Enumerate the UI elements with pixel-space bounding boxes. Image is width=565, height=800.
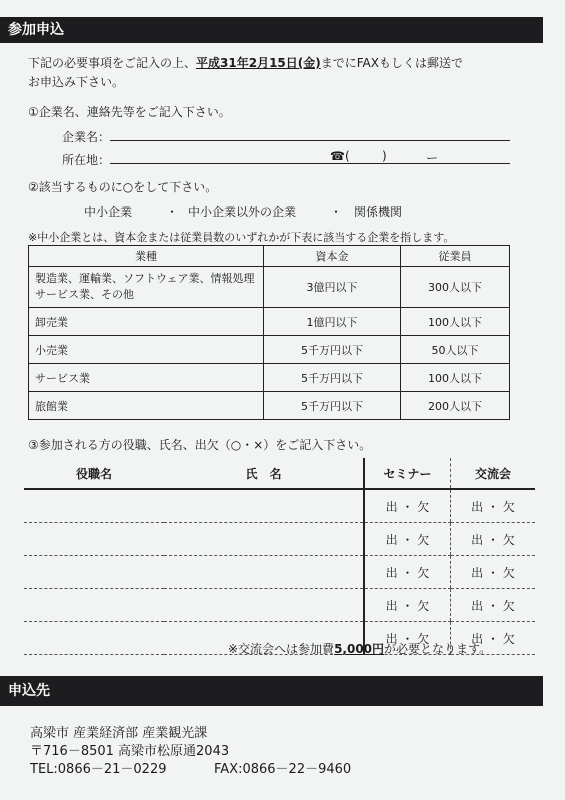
employees-cell: 200人以下 — [401, 392, 510, 420]
position-field[interactable] — [24, 622, 164, 655]
table-row — [29, 336, 510, 364]
seminar-attendance[interactable]: 出 ・ 欠 — [364, 489, 451, 523]
table-row — [29, 267, 510, 308]
intro-line-1 — [28, 54, 463, 71]
section-title-contact: 申込先 — [0, 676, 543, 706]
industry-cell: 卸売業 — [29, 308, 264, 336]
header-capital: 資本金 — [264, 246, 401, 267]
phone-close: ) — [382, 149, 387, 163]
company-name-field[interactable] — [110, 140, 510, 141]
phone-dash: ー — [426, 151, 439, 165]
sme-criteria-table — [28, 245, 510, 420]
participant-row — [24, 523, 535, 556]
employees-cell: 100人以下 — [401, 308, 510, 336]
phone-open: ☎( — [330, 149, 350, 163]
capital-cell: 5千万円以下 — [264, 364, 401, 392]
q3-heading: ③参加される方の役職、氏名、出欠（○・×）をご記入下さい。 — [28, 438, 372, 452]
header-name: 氏 名 — [164, 458, 364, 489]
industry-line: サービス業、その他 — [35, 288, 134, 301]
capital-cell: 5千万円以下 — [264, 392, 401, 420]
networking-attendance[interactable]: 出 ・ 欠 — [451, 622, 536, 655]
participant-table — [24, 458, 535, 655]
participant-row — [24, 589, 535, 622]
header-industry: 業種 — [29, 246, 264, 267]
capital-cell: 5千万円以下 — [264, 336, 401, 364]
q2-separator: ・ — [166, 205, 179, 219]
intro-pre: 下記の必要事項をご記入の上、 — [28, 56, 197, 70]
address-field[interactable] — [110, 163, 510, 164]
capital-cell: 1億円以下 — [264, 308, 401, 336]
employees-cell: 300人以下 — [401, 267, 510, 308]
networking-attendance[interactable]: 出 ・ 欠 — [451, 556, 536, 589]
position-field[interactable] — [24, 489, 164, 523]
seminar-attendance[interactable]: 出 ・ 欠 — [364, 523, 451, 556]
header-employees: 従業員 — [401, 246, 510, 267]
company-name-label: 企業名： — [62, 130, 111, 144]
q2-option-sme[interactable]: 中小企業 — [84, 205, 133, 219]
position-field[interactable] — [24, 589, 164, 622]
header-seminar: セミナー — [364, 458, 451, 489]
contact-tel: TEL:0866－21－0229 — [30, 762, 167, 777]
seminar-attendance[interactable]: 出 ・ 欠 — [364, 622, 451, 655]
position-field[interactable] — [24, 556, 164, 589]
seminar-attendance[interactable]: 出 ・ 欠 — [364, 556, 451, 589]
intro-line-2: お申込み下さい。 — [28, 75, 125, 89]
name-field[interactable] — [164, 489, 364, 523]
seminar-attendance[interactable]: 出 ・ 欠 — [364, 589, 451, 622]
q1-heading: ①企業名、連絡先等をご記入下さい。 — [28, 105, 231, 119]
table-header-row — [29, 246, 510, 267]
address-label: 所在地： — [62, 153, 111, 167]
networking-attendance[interactable]: 出 ・ 欠 — [451, 489, 536, 523]
header-position: 役職名 — [24, 458, 164, 489]
name-field[interactable] — [164, 523, 364, 556]
contact-org: 高梁市 産業経済部 産業観光課 — [30, 726, 208, 741]
industry-line: 製造業、運輸業、ソフトウェア業、情報処理 — [35, 272, 255, 285]
q2-option-non-sme[interactable]: 中小企業以外の企業 — [188, 205, 297, 219]
networking-attendance[interactable]: 出 ・ 欠 — [451, 523, 536, 556]
participant-row — [24, 556, 535, 589]
participant-header-row — [24, 458, 535, 489]
industry-cell: サービス業 — [29, 364, 264, 392]
fee-amount: 5,000円 — [334, 642, 385, 656]
participant-row — [24, 489, 535, 523]
intro-post: までにFAXもしくは郵送で — [320, 56, 463, 70]
section-title-application: 参加申込 — [0, 17, 543, 43]
deadline-date: 平成31年2月15日(金) — [196, 56, 321, 70]
table-row — [29, 308, 510, 336]
employees-cell: 50人以下 — [401, 336, 510, 364]
table-row — [29, 392, 510, 420]
networking-attendance[interactable]: 出 ・ 欠 — [451, 589, 536, 622]
header-networking: 交流会 — [451, 458, 536, 489]
position-field[interactable] — [24, 523, 164, 556]
q2-heading: ②該当するものに○をして下さい。 — [28, 180, 218, 194]
capital-cell: 3億円以下 — [264, 267, 401, 308]
name-field[interactable] — [164, 589, 364, 622]
industry-cell — [29, 267, 264, 308]
fee-note-pre: ※交流会へは参加費 — [228, 642, 335, 656]
q2-separator: ・ — [330, 205, 343, 219]
sme-definition-note: ※中小企業とは、資本金または従業員数のいずれかが下表に該当する企業を指します。 — [28, 231, 455, 244]
industry-cell: 小売業 — [29, 336, 264, 364]
industry-cell: 旅館業 — [29, 392, 264, 420]
table-row — [29, 364, 510, 392]
name-field[interactable] — [164, 556, 364, 589]
contact-fax: FAX:0866－22－9460 — [214, 762, 352, 777]
fee-note — [228, 640, 491, 657]
employees-cell: 100人以下 — [401, 364, 510, 392]
participant-rows — [24, 489, 535, 655]
contact-postal: 〒716－8501 高梁市松原通2043 — [30, 744, 230, 759]
fee-note-post: が必要となります。 — [384, 642, 492, 656]
q2-option-related-org[interactable]: 関係機関 — [354, 205, 403, 219]
